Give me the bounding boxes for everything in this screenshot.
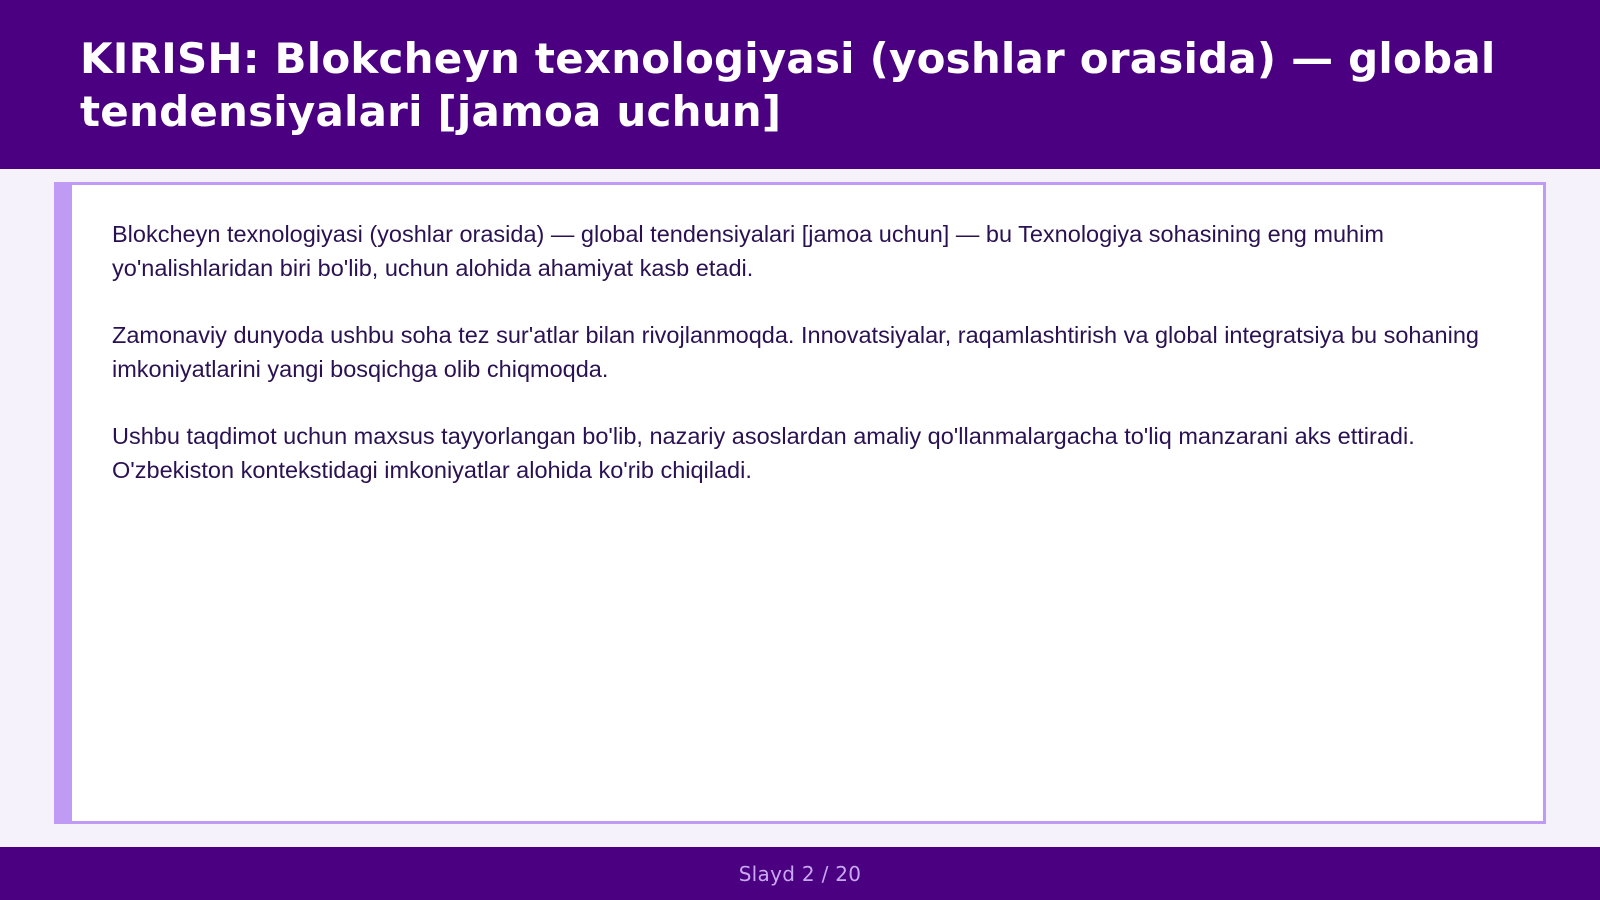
intro-paragraph: Blokcheyn texnologiyasi (yoshlar orasida) — global tendensiyalari [jamoa uchun] — bu Texnologiya sohasining eng muhim yo'nalishlaridan biri bo'lib, uchun alohida ahamiyat kasb etadi. bbox=[112, 221, 1384, 281]
context-paragraph: Zamonaviy dunyoda ushbu soha tez sur'atlar bilan rivojlanmoqda. Innovatsiyalar, raqamlashtirish va global integratsiya bu sohaning imkoniyatlarini yangi bosqichga olib chiqmoqda. bbox=[112, 322, 1479, 382]
slide-title: KIRISH: Blokcheyn texnologiyasi (yoshlar orasida) — global tendensiyalari [jamoa uchun] bbox=[80, 34, 1496, 136]
content-card bbox=[54, 182, 1546, 824]
slide-counter: Slayd 2 / 20 bbox=[738, 861, 862, 886]
purpose-paragraph: Ushbu taqdimot uchun maxsus tayyorlangan bo'lib, nazariy asoslardan amaliy qo'llanmalargacha to'liq manzarani aks ettiradi. O'zbekiston kontekstidagi imkoniyatlar alohida ko'rib chiqiladi. bbox=[112, 423, 1415, 483]
slide-footer bbox=[0, 847, 1600, 900]
slide-header bbox=[0, 0, 1600, 169]
